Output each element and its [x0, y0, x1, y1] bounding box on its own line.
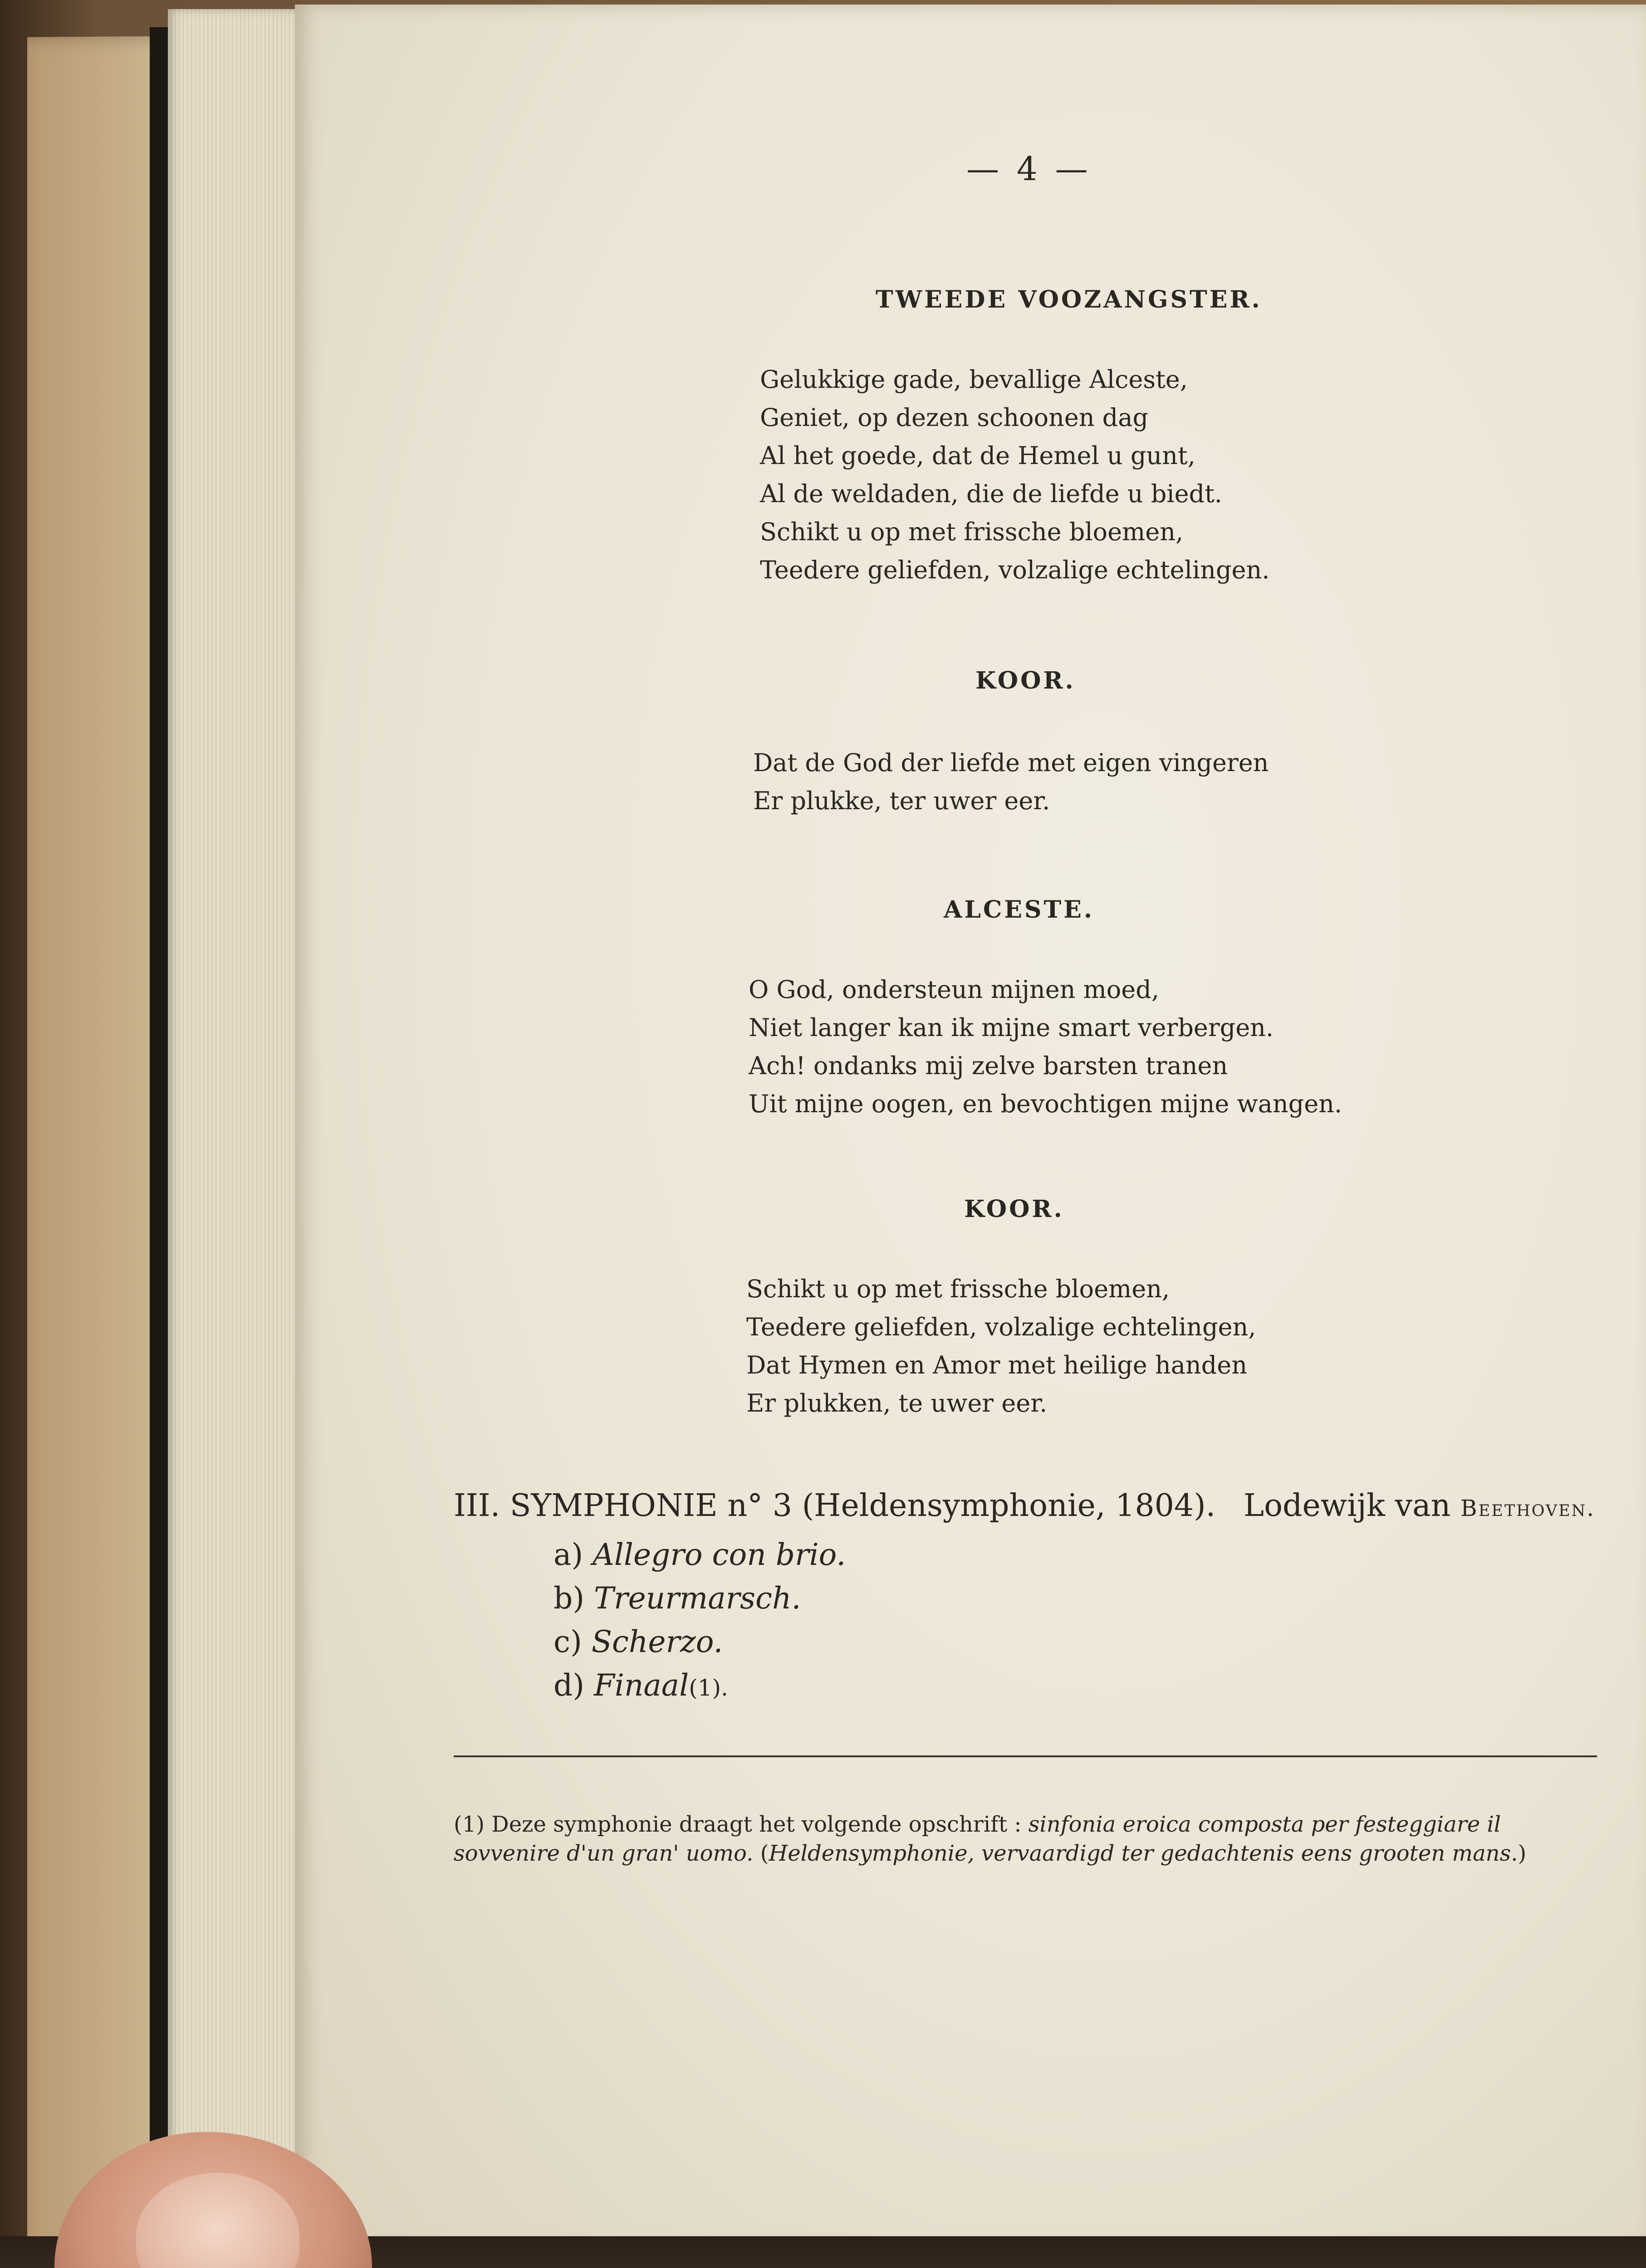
movement-letter: c) [554, 1624, 582, 1659]
footnote-marker: (1) [454, 1812, 485, 1837]
verse-line: Ach! ondanks mij zelve barsten tranen [749, 1051, 1228, 1080]
verse-line: Al de weldaden, die de liefde u biedt. [760, 479, 1222, 508]
movement-name: Allegro con brio. [593, 1537, 846, 1572]
speaker-heading: TWEEDE VOOZANGSTER. [876, 286, 1262, 313]
movement-name: Treurmarsch. [593, 1581, 801, 1616]
verse-line: O God, ondersteun mijnen moed, [749, 975, 1160, 1004]
movement-name: Scherzo. [591, 1624, 723, 1659]
movement-list [554, 1533, 846, 1710]
verse-line: Uit mijne oogen, en bevochtigen mijne wangen. [749, 1090, 1342, 1118]
verse-line: Schikt u op met frissche bloemen, [746, 1275, 1170, 1303]
verse-line: Dat de God der liefde met eigen vingeren [753, 748, 1269, 777]
movement-item [554, 1533, 846, 1577]
footnote-dutch-translation: Heldensymphonie, vervaardigd ter gedachtenis eens grooten mans. [769, 1841, 1518, 1866]
movement-letter: d) [554, 1668, 584, 1703]
footnote-text: Deze symphonie draagt het volgende opschrift : [491, 1812, 1022, 1837]
book-spine [150, 27, 168, 2268]
verse-block [749, 971, 1342, 1123]
verse-line: Teedere geliefden, volzalige echtelingen, [746, 1313, 1256, 1341]
verse-line: Niet langer kan ik mijne smart verbergen. [749, 1013, 1274, 1042]
movement-item [554, 1664, 846, 1710]
footnote-paren-close: ) [1518, 1841, 1527, 1866]
verse-line: Schikt u op met frissche bloemen, [760, 518, 1184, 546]
page-number: — 4 — [966, 150, 1092, 188]
footnote-italian-inscription: sinfonia eroica composta per festeggiare il sovvenire d'un gran' uomo. [454, 1812, 1501, 1866]
program-item-heading [454, 1488, 1595, 1524]
program-title: SYMPHONIE n° 3 (Heldensymphonie, 1804). [509, 1488, 1216, 1524]
movement-item [554, 1620, 846, 1664]
composer-prefix: Lodewijk van [1243, 1488, 1451, 1524]
speaker-heading: ALCESTE. [944, 896, 1094, 924]
verse-line: Er plukke, ter uwer eer. [753, 787, 1050, 815]
verse-line: Al het goede, dat de Hemel u gunt, [760, 441, 1195, 470]
speaker-heading: KOOR. [964, 1195, 1064, 1223]
verse-block [753, 744, 1269, 820]
program-numeral: III. [454, 1488, 500, 1524]
footnote [454, 1810, 1597, 1868]
movement-letter: a) [554, 1537, 583, 1572]
verse-line: Geniet, op dezen schoonen dag [760, 403, 1149, 432]
footnote-reference: (1). [689, 1675, 728, 1701]
verse-block [746, 1270, 1256, 1422]
verse-block [760, 361, 1269, 589]
movement-name: Finaal [593, 1668, 689, 1703]
composer-name: Beethoven. [1460, 1495, 1596, 1521]
book-page [295, 5, 1646, 2250]
movement-letter: b) [554, 1581, 584, 1616]
footnote-divider [454, 1755, 1597, 1757]
verse-line: Gelukkige gade, bevallige Alceste, [760, 365, 1188, 394]
page-stack-edges [168, 9, 304, 2268]
verse-line: Er plukken, te uwer eer. [746, 1389, 1048, 1418]
verse-line: Teedere geliefden, volzalige echtelingen. [760, 556, 1270, 584]
movement-item [554, 1577, 846, 1620]
speaker-heading: KOOR. [975, 667, 1076, 694]
footnote-paren-open: ( [760, 1841, 769, 1866]
verse-line: Dat Hymen en Amor met heilige handen [746, 1351, 1247, 1379]
